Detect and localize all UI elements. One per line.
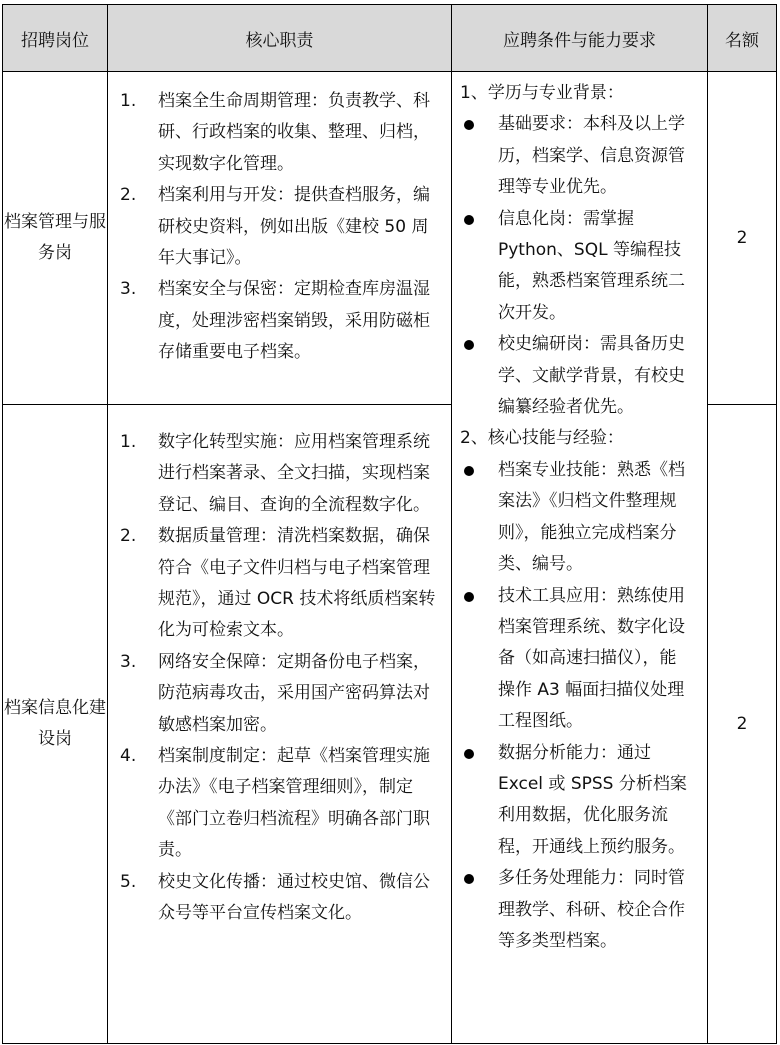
requirement-item: [460, 109, 693, 203]
duty-item: [120, 274, 437, 368]
duty-text: 网络安全保障：定期备份电子档案，防范病毒攻击，采用国产密码算法对敏感档案加密。: [158, 651, 430, 735]
bullet-icon: [460, 863, 498, 957]
duty-number: 3.: [120, 279, 137, 300]
duty-text: 档案利用与开发：提供查档服务，编研校史资料，例如出版《建校 50 周年大事记》。: [158, 185, 430, 269]
duty-text: 档案安全与保密：定期检查库房温湿度，处理涉密档案销毁，采用防磁柜存储重要电子档案。: [158, 279, 430, 363]
duty-text: 档案全生命周期管理：负责教学、科研、行政档案的收集、整理、归档，实现数字化管理。: [158, 91, 430, 174]
duty-item: [120, 86, 437, 180]
bullet-icon: [460, 581, 498, 738]
duty-number: 5.: [120, 871, 137, 892]
bullet-icon: [460, 204, 498, 330]
quota-cell: 2: [708, 405, 777, 1044]
table-row: [3, 72, 777, 405]
requirement-text: 信息化岗：需掌握 Python、SQL 等编程技能，熟悉档案管理系统二次开发。: [498, 208, 685, 323]
duty-number: 2.: [120, 185, 137, 206]
requirements-cell: [452, 72, 708, 1044]
duty-item: [120, 647, 437, 741]
recruitment-table: [2, 4, 777, 1044]
requirements-section-title: 1、学历与专业背景：: [460, 83, 624, 103]
requirement-text: 校史编研岗：需具备历史学、文献学背景，有校史编纂经验者优先。: [498, 334, 685, 418]
requirement-item: [460, 329, 693, 423]
duty-item: [120, 427, 437, 521]
position-cell: 档案信息化建设岗: [3, 405, 108, 1044]
requirement-item: [460, 581, 693, 738]
duty-number: 4.: [120, 746, 137, 767]
duty-number: 3.: [120, 651, 137, 672]
requirement-text: 多任务处理能力：同时管理教学、科研、校企合作等多类型档案。: [498, 868, 685, 951]
requirement-item: [460, 455, 693, 581]
requirement-item: [460, 738, 693, 864]
bullet-icon: [460, 109, 498, 203]
duties-cell: [108, 72, 452, 405]
position-cell: 档案管理与服务岗: [3, 72, 108, 405]
requirement-item: [460, 863, 693, 957]
header-position: 招聘岗位: [3, 5, 108, 72]
duty-number: 2.: [120, 526, 137, 547]
duty-item: [120, 521, 437, 647]
bullet-icon: [460, 455, 498, 581]
requirements-section-title: 2、核心技能与经验：: [460, 428, 624, 449]
duties-cell: [108, 405, 452, 1044]
requirement-text: 档案专业技能：熟悉《档案法》《归档文件整理规则》，能独立完成档案分类、编号。: [498, 459, 685, 575]
header-row: [3, 5, 777, 72]
duty-text: 数字化转型实施：应用档案管理系统进行档案著录、全文扫描，实现档案登记、编目、查询的全流程数字化。: [158, 432, 430, 515]
duty-number: 1.: [120, 91, 137, 111]
requirement-text: 数据分析能力：通过 Excel 或 SPSS 分析档案利用数据，优化服务流程，开通线上预约服务。: [498, 742, 687, 857]
duty-text: 数据质量管理：清洗档案数据，确保符合《电子文件归档与电子档案管理规范》，通过 OCR 技术将纸质档案转化为可检索文本。: [158, 526, 436, 641]
requirement-item: [460, 204, 693, 330]
duty-list: [108, 72, 451, 369]
duty-text: 校史文化传播：通过校史馆、微信公众号等平台宣传档案文化。: [158, 871, 430, 924]
duty-text: 档案制度制定：起草《档案管理实施办法》《电子档案管理细则》，制定《部门立卷归档流程》明确各部门职责。: [158, 746, 430, 861]
header-quota: 名额: [708, 5, 777, 72]
duty-number: 1.: [120, 432, 137, 452]
header-requirements: 应聘条件与能力要求: [452, 5, 708, 72]
duty-item: [120, 867, 437, 930]
bullet-icon: [460, 738, 498, 864]
requirement-text: 基础要求：本科及以上学历，档案学、信息资源管理等专业优先。: [498, 114, 685, 198]
duty-list: [108, 405, 451, 930]
duty-item: [120, 741, 437, 867]
requirement-text: 技术工具应用：熟练使用档案管理系统、数字化设备（如高速扫描仪），能操作 A3 幅面扫描仪处理工程图纸。: [498, 585, 685, 732]
duty-item: [120, 180, 437, 274]
quota-cell: 2: [708, 72, 777, 405]
header-duties: 核心职责: [108, 5, 452, 72]
bullet-icon: [460, 329, 498, 423]
